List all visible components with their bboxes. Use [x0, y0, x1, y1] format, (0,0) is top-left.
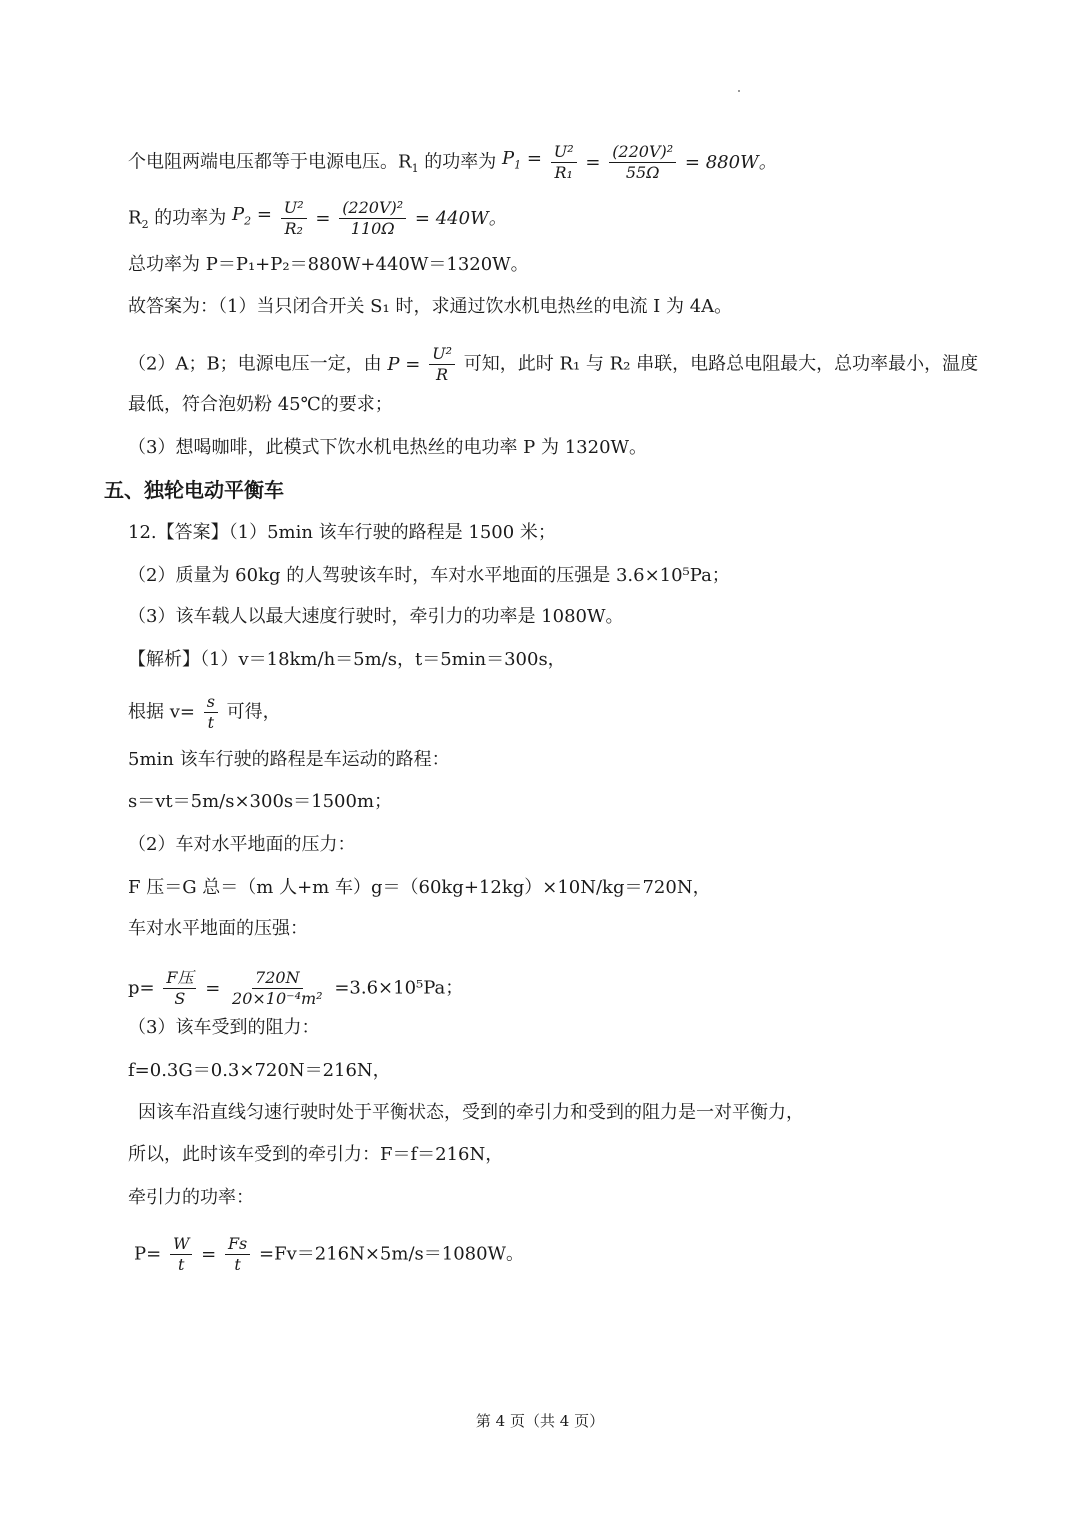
line-q12-answer: 12.【答案】（1）5min 该车行驶的路程是 1500 米； [128, 522, 556, 543]
line-q12-answer-2: （2）质量为 60kg 的人驾驶该车时，车对水平地面的压强是 3.6×10⁵Pa； [128, 565, 730, 586]
line-pressure-label: 车对水平地面的压强： [128, 918, 308, 939]
line-answer-1: 故答案为：（1）当只闭合开关 S₁ 时，求通过饮水机电热丝的电流 I 为 4A。 [128, 296, 733, 317]
line-traction-power-label: 牵引力的功率： [128, 1187, 254, 1208]
line-distance-desc: 5min 该车行驶的路程是车运动的路程： [128, 749, 450, 770]
line-velocity-formula: 根据 v= $\frac{s}{t}$ 可得， [128, 692, 281, 732]
page-footer: 第 4 页（共 4 页） [475, 1412, 605, 1430]
line-total-power: 总功率为 P＝P₁+P₂＝880W+440W＝1320W。 [128, 254, 529, 275]
line-analysis-1: 【解析】（1）v＝18km/h＝5m/s，t＝5min＝300s， [128, 649, 566, 670]
section-heading: 五、独轮电动平衡车 [104, 478, 284, 502]
line-resistance-label: （3）该车受到的阻力： [128, 1017, 320, 1038]
line-q12-answer-3: （3）该车载人以最大速度行驶时，牵引力的功率是 1080W。 [128, 606, 624, 627]
fraction: $\frac{720N}{\text{20×10⁻⁴m²}}$ [232, 968, 323, 1008]
fraction: $\frac{\text{U²}}{\text{R₁}}$ [551, 142, 577, 183]
line-r2-power: $R_2$ 的功率为 $P_2$ = $\frac{\text{U²}}{\text{R₂}}$ = $\frac{\text{(220V)²}}{110\Omega}$ = 440W。 [128, 198, 507, 238]
page-speck [738, 90, 740, 92]
fraction: $\frac{\text{F压}}{S}$ [163, 968, 196, 1009]
line-distance-calc: s＝vt＝5m/s×300s＝1500m； [128, 791, 393, 812]
line-answer-2-cont: 最低，符合泡奶粉 45℃的要求； [128, 394, 393, 415]
line-traction: 所以，此时该车受到的牵引力：F＝f＝216N， [128, 1144, 504, 1165]
fraction: $\frac{\text{(220V)²}}{55\Omega}$ [609, 142, 676, 183]
fraction: $\frac{Fs}{t}$ [225, 1234, 250, 1275]
line-pressure-force-calc: F 压＝G 总＝（m 人+m 车）g＝（60kg+12kg）×10N/kg＝720N， [128, 877, 711, 898]
line-r1-power: 个电阻两端电压都等于电源电压。$R_1$ 的功率为 $P_1$ = $\frac{\text{U²}}{\text{R₁}}$ = $\frac{\text{(220V)²}}{55\Omega}$ = 880W。 [128, 142, 777, 182]
line-pressure-calc: p= $\frac{\text{F压}}{S}$ = $\frac{720N}{\text{20×10⁻⁴m²}}$ =3.6×10⁵Pa； [128, 968, 464, 1008]
line-balance: 因该车沿直线匀速行驶时处于平衡状态，受到的牵引力和受到的阻力是一对平衡力， [138, 1102, 804, 1123]
fraction: $\frac{\text{U²}}{R}$ [429, 344, 455, 385]
line-resistance-calc: f=0.3G＝0.3×720N＝216N， [128, 1060, 391, 1081]
fraction: $\frac{s}{t}$ [204, 692, 218, 733]
fraction: $\frac{W}{t}$ [170, 1234, 192, 1275]
fraction: $\frac{\text{(220V)²}}{110\Omega}$ [339, 198, 406, 239]
line-traction-power-calc: P= $\frac{W}{t}$ = $\frac{Fs}{t}$ =Fv＝216N×5m/s＝1080W。 [134, 1234, 525, 1274]
line-answer-3: （3）想喝咖啡，此模式下饮水机电热丝的电功率 P 为 1320W。 [128, 437, 648, 458]
fraction: $\frac{\text{U²}}{\text{R₂}}$ [281, 198, 307, 239]
line-pressure-force-label: （2）车对水平地面的压力： [128, 834, 356, 855]
line-answer-2: （2）A；B；电源电压一定，由 P = $\frac{\text{U²}}{R}$ 可知，此时 R₁ 与 R₂ 串联，电路总电阻最大，总功率最小，温度 [128, 344, 979, 384]
